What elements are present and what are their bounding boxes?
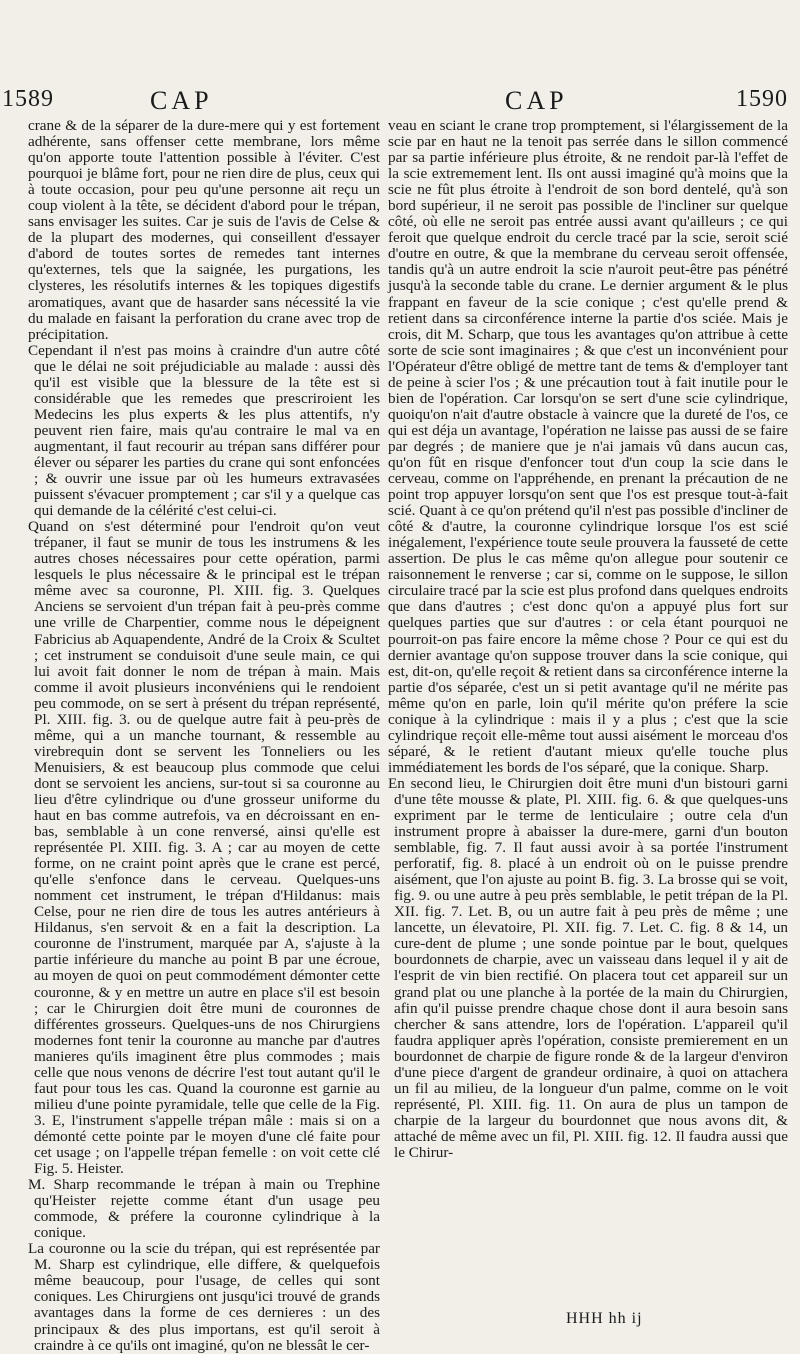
left-text-column [28, 118, 380, 1354]
right-text-column [388, 118, 788, 1161]
paragraph: La couronne ou la scie du trépan, qui est représentée par M. Sharp est cylindrique, elle differe, & quelquefois même beaucoup, pour l'usage, de celles qui sont coniques. Les Chirurgiens ont jusqu'ici trouvé de grands avantages dans la forme de ces dernieres : un des principaux & des plus importans, est qu'il seroit à craindre à ce qu'ils ont imaginé, qu'on ne blessât le cer- [28, 1240, 380, 1354]
paragraph: crane & de la séparer de la dure-mere qui y est fortement adhérente, sans offenser cette membrane, lors même qu'on apporte toute l'attention possible à l'éviter. C'est pourquoi je blâme fort, pour ne rien dire de plus, ceux qui à toute occasion, pour peu qu'une personne ait reçu un coup violent à la tête, se décident d'abord pour le trépan, sans envisager les suites. Car je suis de l'avis de Celse & de la plupart des modernes, qui conseillent d'essayer d'abord de toutes sortes de remedes tant internes qu'externes, tels que la saignée, les purgations, les clysteres, les résolutifs internes & les topiques digestifs aromatiques, avant que de hasarder sans nécessité la vie du malade en faisant la perforation du crane avec trop de précipitation. [28, 117, 380, 343]
paragraph: veau en sciant le crane trop promptement, si l'élargissement de la scie par en haut ne la tenoit pas serrée dans le sillon commencé par sa partie inférieure plus étroite, & ne rendoit par-là l'effet de la scie extremement lent. Ils ont aussi imaginé qu'à moins que la scie ne fût plus étroite à l'endroit de son bord dentelé, qu'à son bord supérieur, il ne seroit pas possible de l'incliner sur quelque côté, où elle ne seroit pas entrée aussi avant qu'ailleurs ; ce qui feroit que quelque endroit du cercle tracé par la scie, seroit scié d'outre en outre, & que la membrane du cerveau seroit offensée, tandis qu'à un autre endroit la scie n'auroit peut-être pas pénétré jusqu'à la seconde table du crane. Le dernier argument & le plus frappant en faveur de la scie conique ; c'est qu'elle prend & retient dans sa circonférence interne la partie d'os sciée. Mais je crois, dit M. Scharp, que tous les avantages qu'on attribue à cette sorte de scie sont imaginaires ; & que c'est un inconvénient pour l'Opérateur d'être obligé de mettre tant de tems & d'employer tant de peine à scier l'os ; & une précaution tout à fait inutile pour le bien de l'opération. Car lorsqu'on se sert d'une scie cylindrique, quoiqu'on n'ait d'autre obstacle à vaincre que la dureté de l'os, ce qui est déja un avantage, l'opération ne laisse pas aussi de se faire par degrés ; de maniere que je n'ai jamais vû dans aucun cas, qu'on fût en risque d'enfoncer tout d'un coup la scie dans le cerveau, comme on l'appréhende, en prenant la précaution de ne point trop appuyer lorsqu'on sent que l'os est presque tout-à-fait scié. Quant à ce qu'on prétend qu'il n'est pas possible d'incliner de côté & d'autre, la couronne cylindrique lorsque l'os est scié inégalement, l'expérience toute seule prouvera la fausseté de cette assertion. De plus le cas même qu'on allegue pour soutenir ce raisonnement le renverse ; car si, comme on le suppose, le sillon circulaire tracé par la scie est plus profond dans quelques endroits que dans d'autres ; c'est donc qu'on a appuyé plus fort sur quelques parties que sur d'autres : or cela étant pourquoi ne pourroit-on pas faire encore la même chose ? Pour ce qui est du dernier avantage qu'on suppose trouver dans la scie conique, qui est, dit-on, qu'elle reçoit & retient dans sa circonférence interne la partie d'os séparée, c'est un si petit avantage qu'il ne mérite pas même qu'on en parle, loin qu'il mérite qu'on préfere la scie conique à la cylindrique : mais il y a plus ; c'est que la scie cylindrique reçoit elle-même tout aussi aisément le morceau d'os séparé, & le retient d'autant mieux qu'elle touche plus immédiatement les bords de l'os séparé, que la conique. Sharp. [388, 117, 788, 776]
paragraph: Cependant il n'est pas moins à craindre d'un autre côté que le délai ne soit préjudiciable au malade : aussi dès qu'il est visible que la blessure de la tête est si considérable que les remedes que prescriroient les Medecins les plus experts & les plus attentifs, n'y peuvent rien faire, mais qu'au contraire le mal va en augmentant, il faut recourir au trépan sans différer pour élever ou séparer les parties du crane qui sont enfoncées ; & ouvrir une issue par où les humeurs extravasées puissent s'évacuer promptement ; car s'il y a quelque cas qui demande de la célérité c'est celui-ci. [28, 341, 380, 520]
right-running-head: CAP [505, 86, 568, 115]
signature-mark: HHH hh ij [566, 1310, 643, 1327]
paragraph: En second lieu, le Chirurgien doit être muni d'un bistouri garni d'une tête mousse & plate, Pl. XIII. fig. 6. & que quelques-uns expriment par le terme de lenticulaire ; outre cela d'un instrument propre à abaisser la dure-mere, garni d'un bouton semblable, fig. 7. Il faut aussi avoir à sa portée l'instrument perforatif, fig. 8. placé à un endroit où on le puisse prendre aisément, que l'on ajuste au point B. fig. 3. La brosse qui se voit, fig. 9. ou une autre à peu près semblable, le petit trépan de la Pl. XII. fig. 7. Let. B, ou un autre fait à peu près de même ; une lancette, un élevatoire, Pl. XII. fig. 7. Let. C. fig. 8 & 14, un cure-dent de plume ; une sonde pointue par le bout, quelques bourdonnets de charpie, avec un vaisseau dans lequel il y ait de l'esprit de vin bien rectifié. On placera tout cet appareil sur un grand plat ou une planche à la portée de la main du Chirurgien, afin qu'il puisse prendre chaque chose dont il aura besoin sans chercher & sans attendre, lors de l'opération. L'appareil qu'il faudra appliquer après l'opération, consiste premierement en un bourdonnet de charpie de figure ronde & de la largeur d'environ d'une piece d'argent de grandeur ordinaire, à quoi on attachera un fil au milieu, de la longueur d'un palme, comme on le voit représenté, Pl. XIII. fig. 11. On aura de plus un tampon de charpie de la largeur du bourdonnet que nous avons dit, & attaché de même avec un fil, Pl. XIII. fig. 12. Il faudra aussi que le Chirur- [388, 774, 788, 1161]
left-running-head: CAP [150, 86, 213, 115]
left-page-number: 1589 [2, 86, 54, 112]
paragraph: M. Sharp recommande le trépan à main ou Trephine qu'Heister rejette comme étant d'un usage peu commode, & préfere la couronne cylindrique à la conique. [28, 1176, 380, 1242]
paragraph: Quand on s'est déterminé pour l'endroit qu'on veut trépaner, il faut se munir de tous les instrumens & les autres choses nécessaires pour cette opération, parmi lesquels le plus nécessaire & le principal est le trépan même avec sa couronne, Pl. XIII. fig. 3. Quelques Anciens se servoient d'un trépan fait à peu-près comme une vrille de Charpentier, comme nous le dépeignent Fabricius ab Aquapendente, André de la Croix & Scultet ; cet instrument se conduisoit d'une seule main, ce qui lui avoit fait donner le nom de trépan à main. Mais comme il avoit plusieurs inconvéniens qui le rendoient peu commode, on se sert à présent du trépan représenté, Pl. XIII. fig. 3. ou de quelque autre fait à peu-près de même, qui a un manche tournant, & ressemble au virebrequin dont se servent les Tonneliers ou les Menuisiers, & est beaucoup plus commode que celui dont se servoient les anciens, sur-tout si sa couronne au lieu d'être cylindrique ou d'une grosseur uniforme du haut en bas comme autrefois, va en décroissant en en-bas, semblable à un cone renversé, ainsi qu'elle est représentée Pl. XIII. fig. 3. A ; car au moyen de cette forme, on ne craint point après que le crane est percé, qu'elle s'enfonce dans le cerveau. Quelques-uns nomment cet instrument, le trépan d'Hildanus: mais Celse, pour ne rien dire de tous les autres antérieurs à Hildanus, s'en servoit & en a fait la description. La couronne de l'instrument, marquée par A, s'ajuste à la partie inférieure du manche au point B par une écroue, au moyen de quoi on peut commodément démonter cette couronne, & y en mettre un autre en place s'il est besoin ; car le Chirurgien doit être muni de couronnes de différentes grosseurs. Quelques-uns de nos Chirurgiens modernes font tenir la couronne au manche par d'autres manieres qu'ils imaginent être plus commodes ; mais celle que nous venons de décrire l'est tout autant qu'il le faut pour tous les cas. Quand la couronne est garnie au milieu d'une pointe pyramidale, telle que celle de la Fig. 3. E, l'instrument s'appelle trépan mâle : mais si on a démonté cette pointe par le moyen d'une clé faite pour cet usage ; on l'appelle trépan femelle : on voit cette clé Fig. 5. Heister. [28, 518, 380, 1178]
right-page-number: 1590 [736, 86, 788, 112]
